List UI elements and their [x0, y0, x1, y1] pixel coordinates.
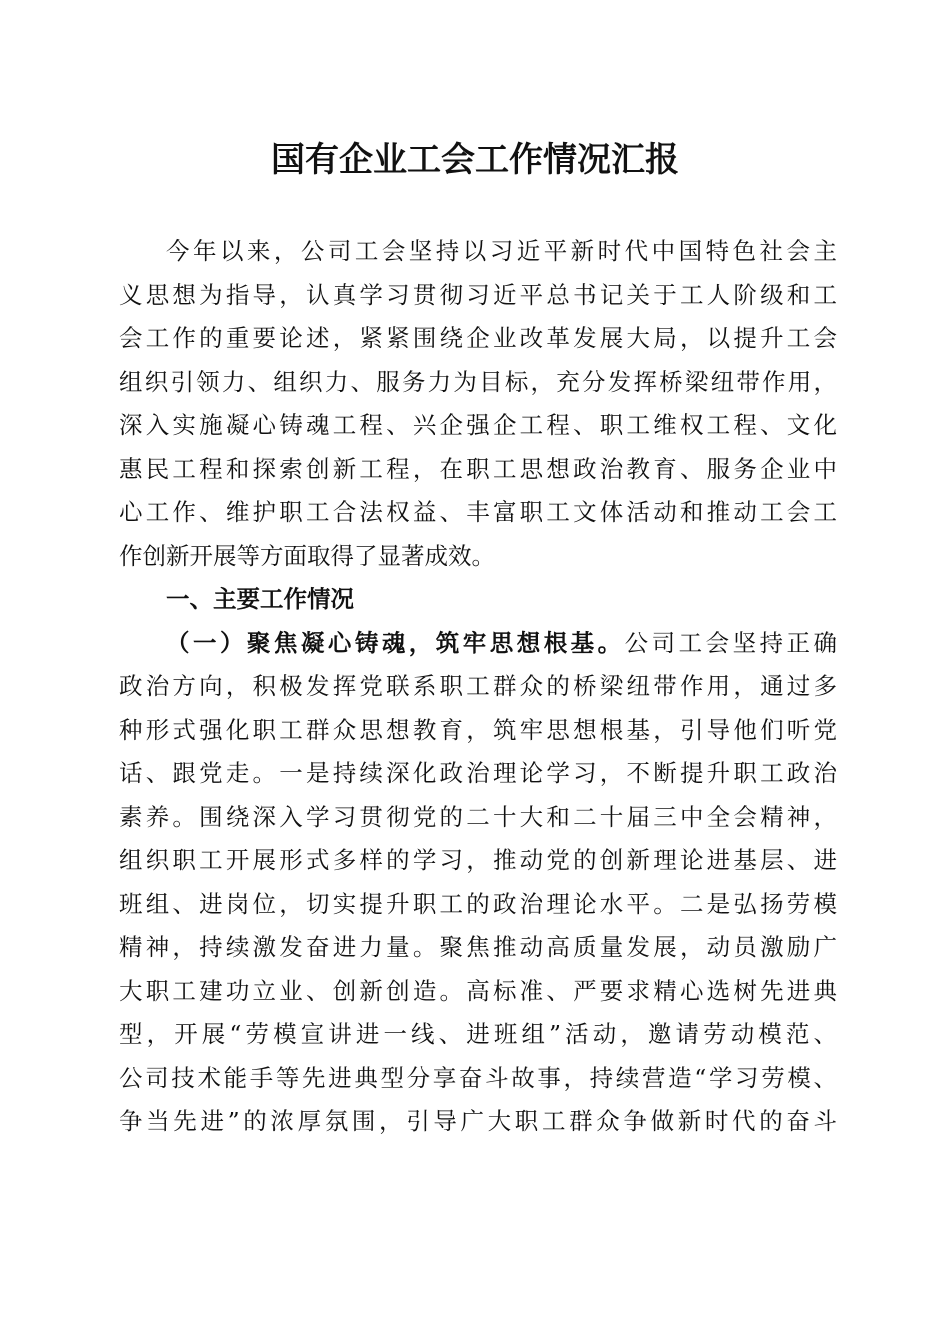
subsection-heading: （一）聚焦凝心铸魂，筑牢思想根基。: [166, 628, 625, 657]
intro-line: 惠民工程和探索创新工程，在职工思想政治教育、服务企业中: [119, 454, 837, 483]
body-line: 精神，持续激发奋进力量。聚焦推动高质量发展，动员激励广: [119, 933, 837, 961]
body-line: 争当先进”的浓厚氛围，引导广大职工群众争做新时代的奋斗: [119, 1107, 837, 1135]
document-title: 国有企业工会工作情况汇报: [271, 140, 679, 180]
body-line: 话、跟党走。一是持续深化政治理论学习，不断提升职工政治: [119, 759, 837, 787]
intro-line: 作创新开展等方面取得了显著成效。: [119, 541, 495, 570]
intro-line: 组织引领力、组织力、服务力为目标，充分发挥桥梁纽带作用，: [119, 367, 837, 396]
subsection-first-line: [119, 622, 837, 666]
intro-line: 今年以来，公司工会坚持以习近平新时代中国特色社会主: [166, 237, 837, 265]
section-heading: 一、主要工作情况: [166, 585, 354, 613]
body-line: 种形式强化职工群众思想教育，筑牢思想根基，引导他们听党: [119, 715, 837, 744]
body-line: 型，开展“劳模宣讲进一线、进班组”活动，邀请劳动模范、: [119, 1020, 837, 1048]
body-line: 班组、进岗位，切实提升职工的政治理论水平。二是弘扬劳模: [119, 889, 837, 918]
intro-line: 深入实施凝心铸魂工程、兴企强企工程、职工维权工程、文化: [119, 411, 837, 439]
body-line: 大职工建功立业、创新创造。高标准、严要求精心选树先进典: [119, 976, 837, 1005]
intro-line: 心工作、维护职工合法权益、丰富职工文体活动和推动工会工: [119, 498, 837, 526]
body-line: 组织职工开展形式多样的学习，推动党的创新理论进基层、进: [119, 846, 837, 874]
intro-line: 会工作的重要论述，紧紧围绕企业改革发展大局，以提升工会: [119, 324, 837, 352]
subsection-first-line-text: 公司工会坚持正确: [624, 628, 838, 657]
intro-line: 义思想为指导，认真学习贯彻习近平总书记关于工人阶级和工: [119, 280, 837, 309]
body-line: 政治方向，积极发挥党联系职工群众的桥梁纽带作用，通过多: [119, 672, 837, 700]
body-line: 公司技术能手等先进典型分享奋斗故事，持续营造“学习劳模、: [119, 1063, 837, 1092]
body-line: 素养。围绕深入学习贯彻党的二十大和二十届三中全会精神，: [119, 802, 837, 831]
document-body: [119, 230, 837, 1144]
